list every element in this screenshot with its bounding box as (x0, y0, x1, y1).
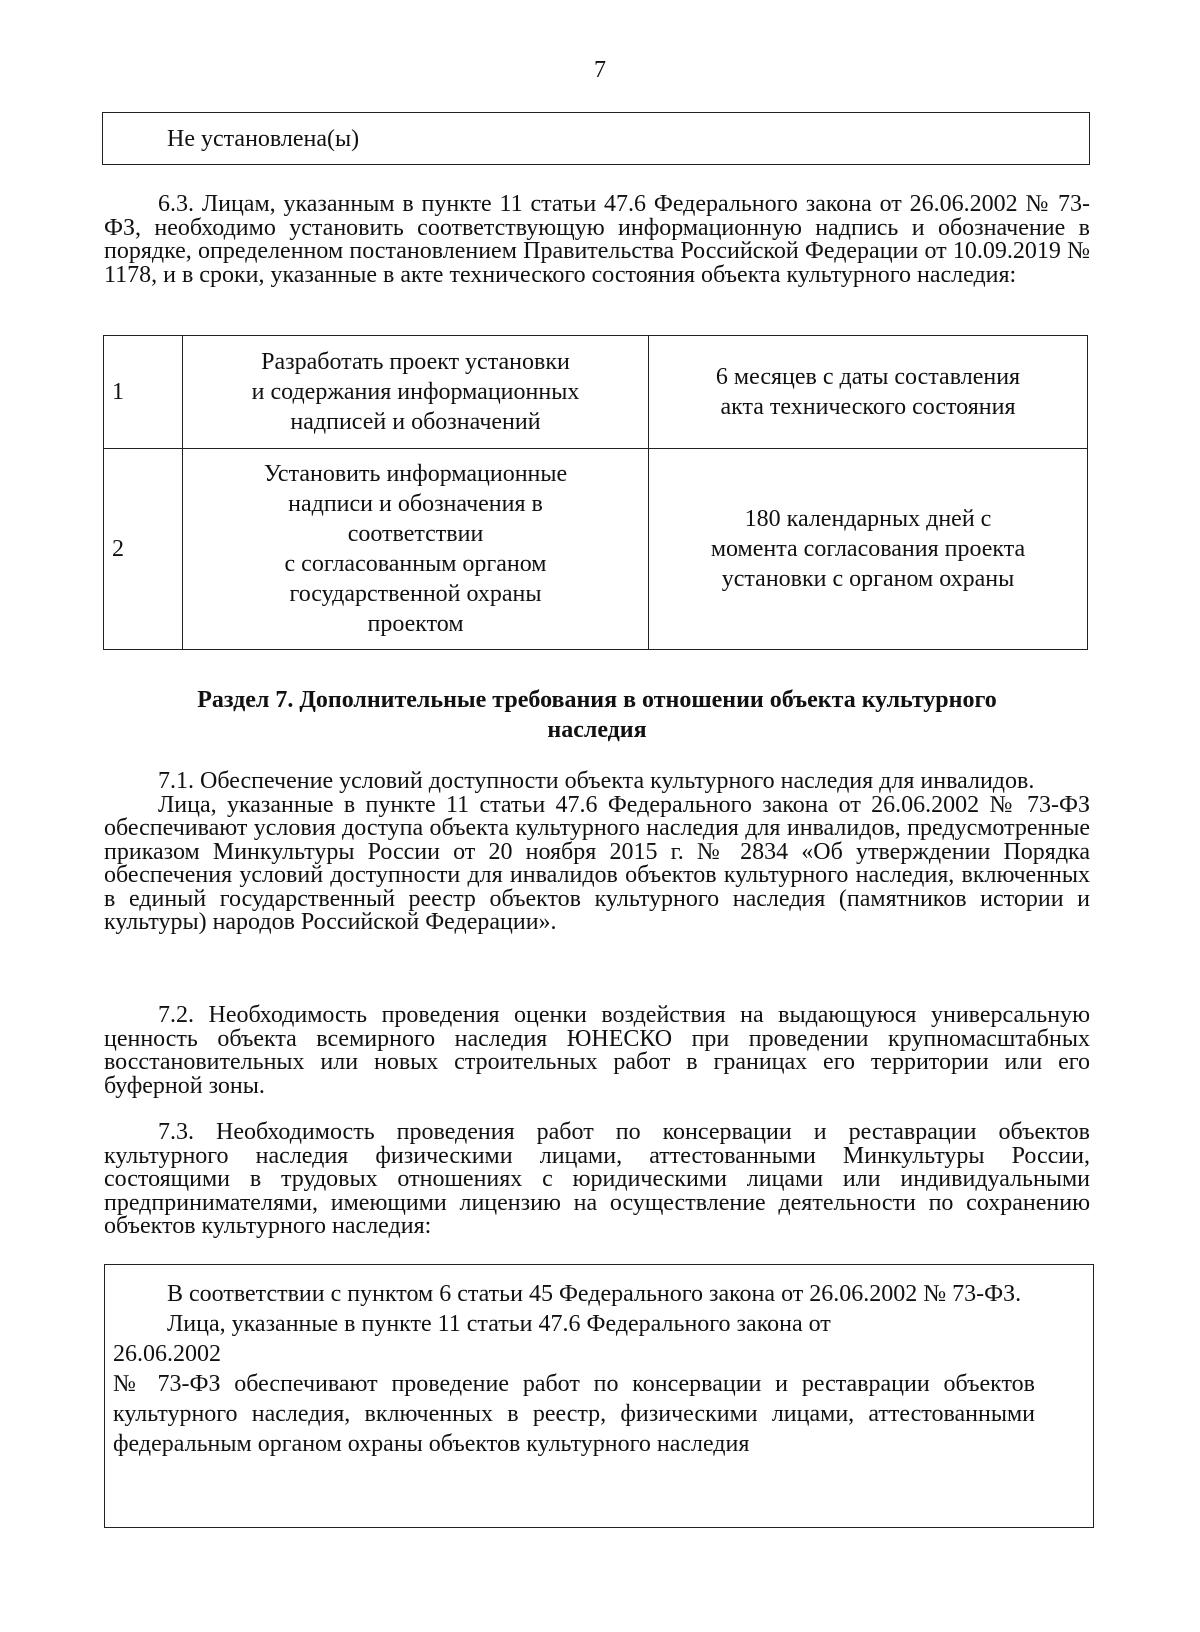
cell-line: установки с органом охраны (721, 566, 1015, 592)
paragraph-7-2 (104, 1004, 1090, 1098)
cell-line: 6 месяцев с даты составления (715, 364, 1021, 390)
paragraph-6-3-rest: от 26.06.2002 № 73-ФЗ, необходимо установить соответствующую информационную надпись и обозначение в порядке, определенном постановлением Правительства Российской Федерации от 10.09.2019 № 1178, и в сроки, указанные в акте технического состояния объекта культурного наследия: (104, 191, 1090, 288)
cell-line: акта технического состояния (720, 394, 1016, 420)
heading-line: Раздел 7. Дополнительные требования в отношении объекта культурного (197, 687, 997, 713)
page-number: 7 (594, 57, 606, 83)
bottom-box-content (113, 1279, 1035, 1459)
heading-line: наследия (547, 717, 647, 743)
section-7-heading (104, 685, 1090, 745)
cell-line: государственной охраны (289, 581, 542, 607)
requirements-table (103, 335, 1088, 650)
paragraph-7-1-title-first: 7.1. Обеспечение условий доступности объекта культурного наследия для (158, 768, 915, 794)
paragraph-7-1-title-rest: инвалидов. (920, 768, 1035, 794)
row-action (183, 336, 649, 449)
cell-line: Установить информационные (263, 461, 568, 487)
cell-line: надписи и обозначения в (288, 491, 543, 517)
cell-line: с согласованным органом (284, 551, 547, 577)
paragraph-7-3-first: 7.3. Необходимость проведения работ по консервации и реставрации объектов (158, 1119, 1090, 1145)
row-number: 1 (104, 336, 183, 449)
paragraph-6-3 (104, 193, 1090, 287)
bottom-box-paragraph (113, 1309, 1035, 1459)
paragraph-7-3 (104, 1121, 1090, 1239)
bottom-box-paragraph (113, 1279, 1035, 1309)
bottom-box (104, 1264, 1094, 1528)
cell-line: момента согласования проекта (710, 536, 1026, 562)
paragraph-7-1-body-first: Лица, указанные в пункте 11 статьи 47.6 Федерального закона (158, 791, 829, 818)
paragraph-7-1-body-rest: от 26.06.2002 № 73-ФЗ обеспечивают условия доступа объекта культурного наследия для инвалидов, предусмотренные приказом Минкультуры России от 20 ноября 2015 г. № 2834 «Об утверждении Порядка обеспечения условий доступности для инвалидов объектов культурного наследия, включенных в единый государственный реестр объектов культурного наследия (памятников истории и культуры) народов Российской Федерации». (104, 791, 1091, 935)
cell-line: и содержания информационных (251, 379, 580, 405)
table-row (104, 449, 1088, 650)
cell-line: 180 календарных дней с (744, 506, 992, 532)
row-action (183, 449, 649, 650)
cell-line: надписей и обозначений (290, 409, 541, 435)
cell-line: соответствии (347, 521, 484, 547)
paragraph-7-3-rest: культурного наследия физическими лицами, аттестованными Минкультуры России, состоящими в трудовых отношениях с юридическими лицами или индивидуальными предпринимателями, имеющими лицензию на осуществление деятельности по сохранению объектов культурного наследия: (104, 1142, 1090, 1239)
top-box (102, 112, 1090, 165)
paragraph-6-3-first: 6.3. Лицам, указанным в пункте 11 статьи 47.6 Федерального закона (158, 191, 872, 217)
row-number: 2 (104, 449, 183, 650)
bottom-box-p2-line2: 26.06.2002 (113, 1341, 221, 1367)
row-term (649, 449, 1088, 650)
table-row (104, 336, 1088, 449)
cell-line: Разработать проект установки (261, 349, 570, 375)
bottom-box-p1-first: В соответствии с пунктом 6 статьи 45 Федерального закона (167, 1281, 776, 1307)
bottom-box-p1-rest: от 26.06.2002 № 73-ФЗ. (781, 1281, 1022, 1307)
paragraph-7-2-first: 7.2. Необходимость проведения оценки воздействия на выдающуюся (158, 1002, 917, 1028)
cell-line: проектом (367, 611, 464, 637)
top-box-text: Не установлена(ы) (167, 126, 360, 152)
paragraph-7-2-rest: универсальную ценность объекта всемирного наследия ЮНЕСКО при проведении крупномасштабных восстановительных или новых строительных работ в границах его территории или его буферной зоны. (104, 1002, 1091, 1099)
paragraph-7-1 (104, 770, 1090, 935)
bottom-box-p2-rest: № 73-ФЗ обеспечивают проведение работ по консервации и реставрации объектов культурного наследия, включенных в реестр, физическими лицами, аттестованными федеральным органом охраны объектов культурного наследия (113, 1371, 1035, 1457)
row-term (649, 336, 1088, 449)
bottom-box-p2-first: Лица, указанные в пункте 11 статьи 47.6 Федерального закона от (167, 1311, 831, 1337)
